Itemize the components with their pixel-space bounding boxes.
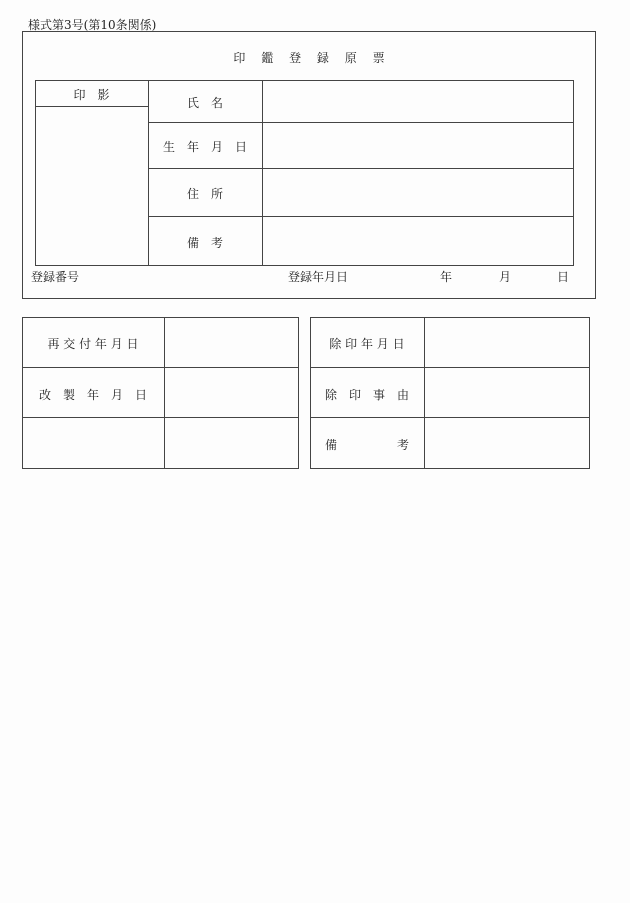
remake-date-field[interactable] [165, 368, 298, 417]
address-label: 住 所 [186, 187, 223, 201]
title-char: 登 [289, 51, 302, 65]
reissue-date-label: 再 交 付 年 月 日 [47, 337, 139, 351]
seal-impression-label: 印 影 [73, 88, 110, 102]
year-label: 年 [440, 270, 453, 284]
title-char: 録 [316, 51, 329, 65]
card-title [22, 49, 596, 66]
birthdate-field[interactable] [263, 123, 573, 168]
deletion-reason-field[interactable] [425, 368, 589, 417]
blank-field[interactable] [165, 418, 298, 468]
day-label: 日 [557, 270, 570, 284]
month-label: 月 [499, 270, 512, 284]
title-char: 鑑 [261, 51, 274, 65]
form-number-label: 様式第3号(第10条関係) [28, 18, 157, 32]
registration-date-label: 登録年月日 [288, 270, 349, 284]
title-char: 票 [372, 51, 385, 65]
address-field[interactable] [263, 169, 573, 216]
deletion-remarks-label: 備 考 [324, 438, 409, 452]
deletion-reason-label: 除 印 事 由 [324, 388, 409, 402]
seal-impression-area [36, 107, 148, 265]
deletion-remarks-field[interactable] [425, 418, 589, 468]
title-char: 印 [233, 51, 246, 65]
reissue-date-field[interactable] [165, 318, 298, 367]
name-label: 氏 名 [186, 96, 223, 110]
birthdate-label: 生 年 月 日 [162, 140, 247, 154]
title-char: 原 [344, 51, 357, 65]
deletion-date-label: 除 印 年 月 日 [329, 337, 405, 351]
name-field[interactable] [263, 81, 573, 122]
remarks-label: 備 考 [186, 236, 223, 250]
remarks-field[interactable] [263, 217, 573, 265]
remake-date-label: 改 製 年 月 日 [38, 388, 147, 402]
registration-number-label: 登録番号 [31, 270, 80, 284]
deletion-date-field[interactable] [425, 318, 589, 367]
